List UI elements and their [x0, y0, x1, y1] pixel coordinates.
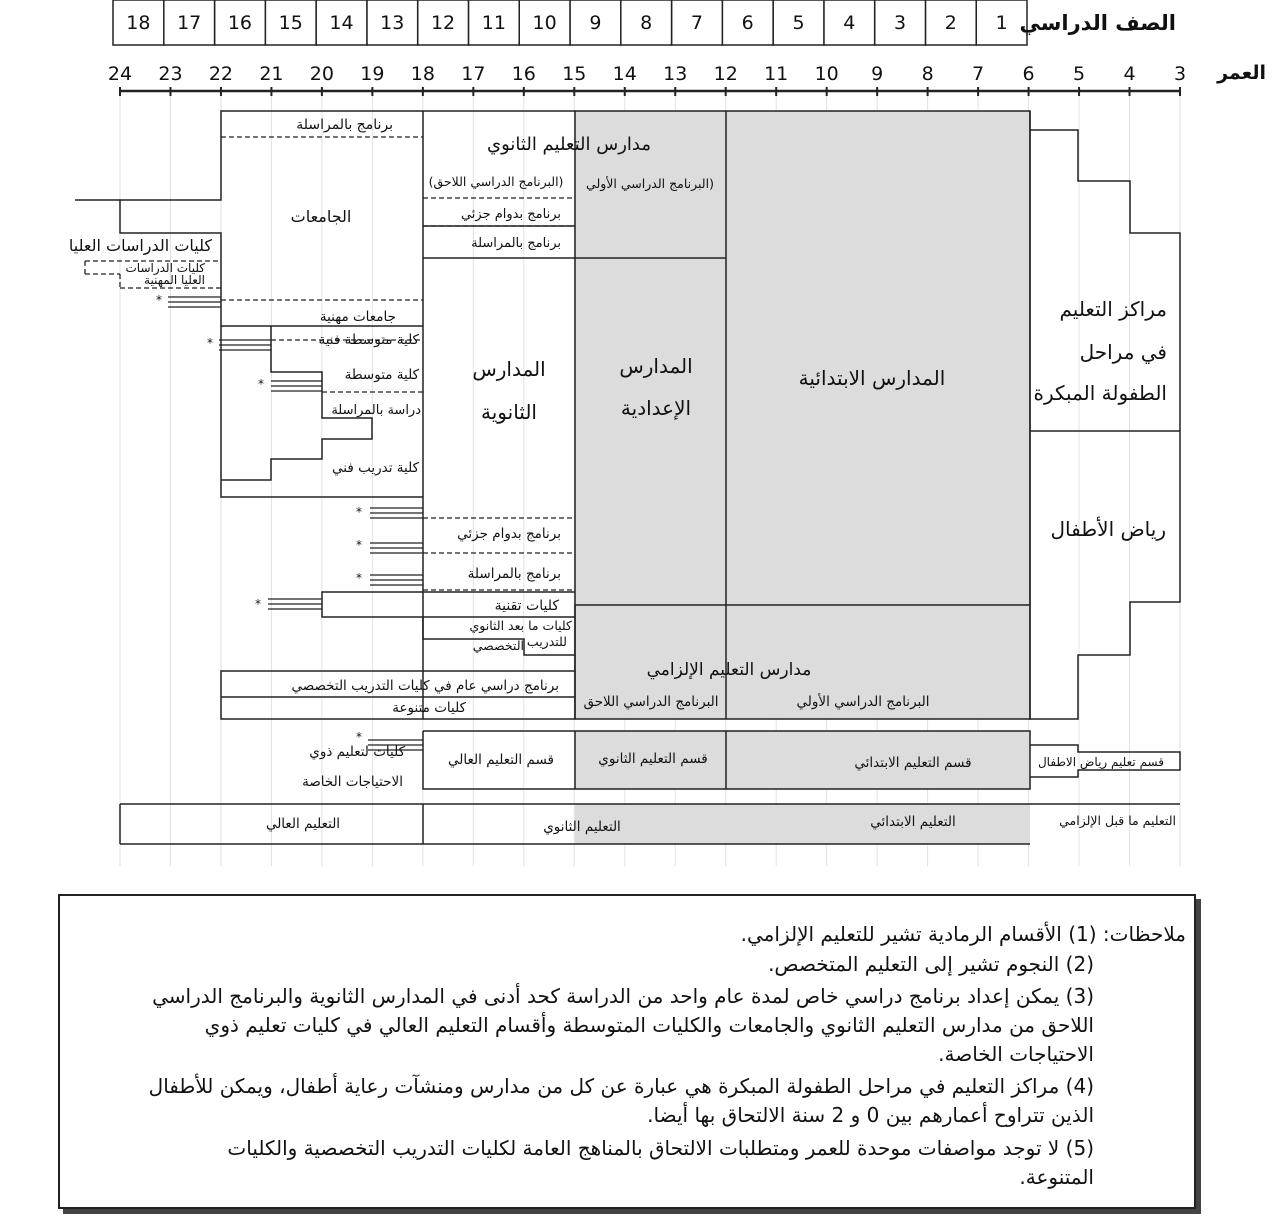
star: * — [255, 597, 261, 611]
age-tick-label: 5 — [1073, 63, 1086, 85]
age-tick-label: 10 — [814, 63, 839, 85]
grade-label: 16 — [227, 12, 253, 34]
note-line: (3) يمكن إعداد برنامج دراسي خاص لمدة عام واحد من الدراسة كحد أدنى في المدارس الثانوية والبرنامج الدراسي — [152, 984, 1094, 1008]
note-line: الذين تتراوح أعمارهم بين 0 و 2 سنة الالتحاق بها أيضا. — [647, 1103, 1094, 1127]
age-tick-label: 19 — [360, 63, 385, 85]
label-ecec-2: في مراحل — [1079, 340, 1167, 364]
age-tick-label: 14 — [612, 63, 637, 85]
age-tick-label: 18 — [410, 63, 435, 85]
stars — [156, 293, 362, 744]
age-tick-label: 12 — [713, 63, 738, 85]
label-tech-colleges: كليات تقنية — [494, 598, 559, 614]
grade-label: 2 — [944, 12, 957, 34]
label-sn-upper: قسم التعليم العالي — [448, 752, 554, 768]
grade-label: 11 — [481, 12, 506, 34]
age-tick-label: 3 — [1173, 63, 1187, 85]
label-tech-training: كلية تدريب فني — [332, 460, 419, 476]
notes-box — [58, 894, 1196, 1209]
grade-label: 15 — [278, 12, 303, 34]
note-line: المتنوعة. — [1019, 1165, 1094, 1189]
label-post-sec-2: للتدريب — [526, 634, 567, 649]
label-ecec-3: الطفولة المبكرة — [1033, 381, 1167, 405]
label-general-course: برنامج دراسي عام في كليات التدريب التخصصي — [291, 678, 559, 694]
grade-row — [113, 0, 1027, 45]
grade-label: 12 — [430, 12, 456, 34]
grade-label: 18 — [126, 12, 151, 34]
label-secondary-ed-schools: مدارس التعليم الثانوي — [487, 134, 651, 155]
label-high-school-2: الثانوية — [481, 400, 537, 424]
label-misc-colleges: كليات متنوعة — [392, 700, 466, 716]
age-row — [108, 63, 1186, 96]
label-elementary: المدارس الابتدائية — [798, 366, 946, 390]
label-junior-college: كلية متوسطة — [344, 367, 419, 383]
grade-label: 17 — [177, 12, 202, 34]
grade-label: 14 — [329, 12, 354, 34]
age-tick-label: 7 — [972, 63, 985, 85]
grade-label: 7 — [690, 12, 703, 34]
label-post-sec-1: كليات ما بعد الثانوي — [469, 618, 572, 633]
label-tech-junior: كلية متوسطة فنية — [318, 332, 419, 348]
label-secondary-ed: التعليم الثانوي — [543, 819, 621, 835]
grade-label: 4 — [843, 12, 856, 34]
note-line: ملاحظات: (1) الأقسام الرمادية تشير للتعليم الإلزامي. — [740, 922, 1186, 946]
star: * — [356, 505, 362, 519]
label-part-time-2: برنامج بدوام جزئي — [457, 526, 561, 542]
age-tick-label: 21 — [259, 63, 284, 85]
grade-label: 3 — [894, 12, 907, 34]
grade-label: 13 — [380, 12, 405, 34]
compulsory-shading — [575, 111, 1030, 844]
label-comp-later: البرنامج الدراسي اللاحق — [583, 694, 719, 710]
grade-label: 9 — [589, 12, 602, 34]
label-post-sec-3: التخصصي — [472, 638, 524, 653]
label-higher-ed: التعليم العالي — [265, 816, 341, 832]
grade-label: 1 — [995, 12, 1008, 34]
label-part-time-1: برنامج بدوام جزئي — [460, 207, 561, 222]
label-corr-study: دراسة بالمراسلة — [331, 403, 421, 418]
grade-label: 5 — [792, 12, 805, 34]
grade-label: 6 — [741, 12, 754, 34]
label-graduate-schools: كليات الدراسات العليا — [68, 236, 212, 255]
age-tick-label: 22 — [208, 63, 234, 85]
grade-label: 8 — [640, 12, 653, 34]
age-axis-label: العمر — [1217, 62, 1266, 84]
label-middle-school-2: الإعدادية — [620, 396, 692, 420]
label-special-1: كليات لتعليم ذوي — [309, 744, 405, 760]
age-tick-label: 17 — [461, 63, 486, 85]
label-later-program: (البرنامج الدراسي اللاحق) — [428, 174, 564, 189]
age-tick-label: 23 — [158, 63, 183, 85]
label-first-program: (البرنامج الدراسي الأولي — [586, 176, 714, 191]
label-kindergarten: رياض الأطفال — [1050, 517, 1166, 541]
label-high-school-1: المدارس — [472, 357, 546, 381]
label-sn-primary: قسم التعليم الابتدائي — [854, 755, 972, 771]
note-line: (2) النجوم تشير إلى التعليم المتخصص. — [768, 952, 1094, 976]
label-prof-grad-1: كليات الدراسات — [125, 261, 205, 275]
star: * — [156, 293, 162, 307]
age-tick-label: 6 — [1022, 63, 1035, 85]
note-line: (4) مراكز التعليم في مراحل الطفولة المبكرة هي عبارة عن كل من مدارس ومنشآت رعاية أطفال، ويمكن للأطفال — [148, 1074, 1094, 1098]
label-correspondence-1: برنامج بالمراسلة — [471, 236, 561, 251]
age-tick-label: 24 — [107, 63, 133, 85]
note-line: اللاحق من مدارس التعليم الثانوي والجامعات والكليات المتوسطة وأقسام التعليم العالي في كليات تعليم ذوي — [204, 1013, 1094, 1037]
age-tick-label: 8 — [921, 63, 934, 85]
star: * — [258, 377, 264, 391]
age-tick-label: 9 — [871, 63, 884, 85]
note-line: الاحتياجات الخاصة. — [938, 1042, 1094, 1066]
age-tick-label: 11 — [764, 63, 789, 85]
label-comp-first: البرنامج الدراسي الأولي — [796, 694, 930, 710]
label-correspondence-top: برنامج بالمراسلة — [296, 117, 393, 133]
label-compulsory-schools: مدارس التعليم الإلزامي — [646, 660, 812, 680]
label-correspondence-2: برنامج بالمراسلة — [467, 566, 561, 582]
age-tick-label: 20 — [309, 63, 334, 85]
label-pre-compulsory: التعليم ما قبل الإلزامي — [1059, 813, 1176, 828]
age-tick-label: 15 — [562, 63, 587, 85]
age-tick-label: 16 — [511, 63, 536, 85]
label-prof-univ: جامعات مهنية — [319, 309, 396, 325]
label-primary-ed: التعليم الابتدائي — [870, 814, 956, 830]
age-tick-label: 13 — [663, 63, 688, 85]
note-line: (5) لا توجد مواصفات موحدة للعمر ومتطلبات الالتحاق بالمناهج العامة لكليات التدريب التخصصية والكليات — [227, 1136, 1094, 1160]
grade-label: 10 — [532, 12, 557, 34]
star: * — [356, 730, 362, 744]
grade-axis-label: الصف الدراسي — [1019, 11, 1176, 35]
star: * — [207, 336, 213, 350]
label-special-2: الاحتياجات الخاصة — [302, 774, 403, 790]
label-ecec-1: مراكز التعليم — [1059, 297, 1167, 321]
label-sn-kindergarten: قسم تعليم رياض الاطفال — [1037, 755, 1164, 769]
age-tick-label: 4 — [1123, 63, 1136, 85]
label-middle-school-1: المدارس — [619, 354, 693, 378]
star: * — [356, 538, 362, 552]
star: * — [356, 571, 362, 585]
label-sn-secondary: قسم التعليم الثانوي — [598, 751, 708, 767]
label-prof-grad-2: العليا المهنية — [144, 273, 205, 287]
label-universities: الجامعات — [290, 207, 352, 226]
